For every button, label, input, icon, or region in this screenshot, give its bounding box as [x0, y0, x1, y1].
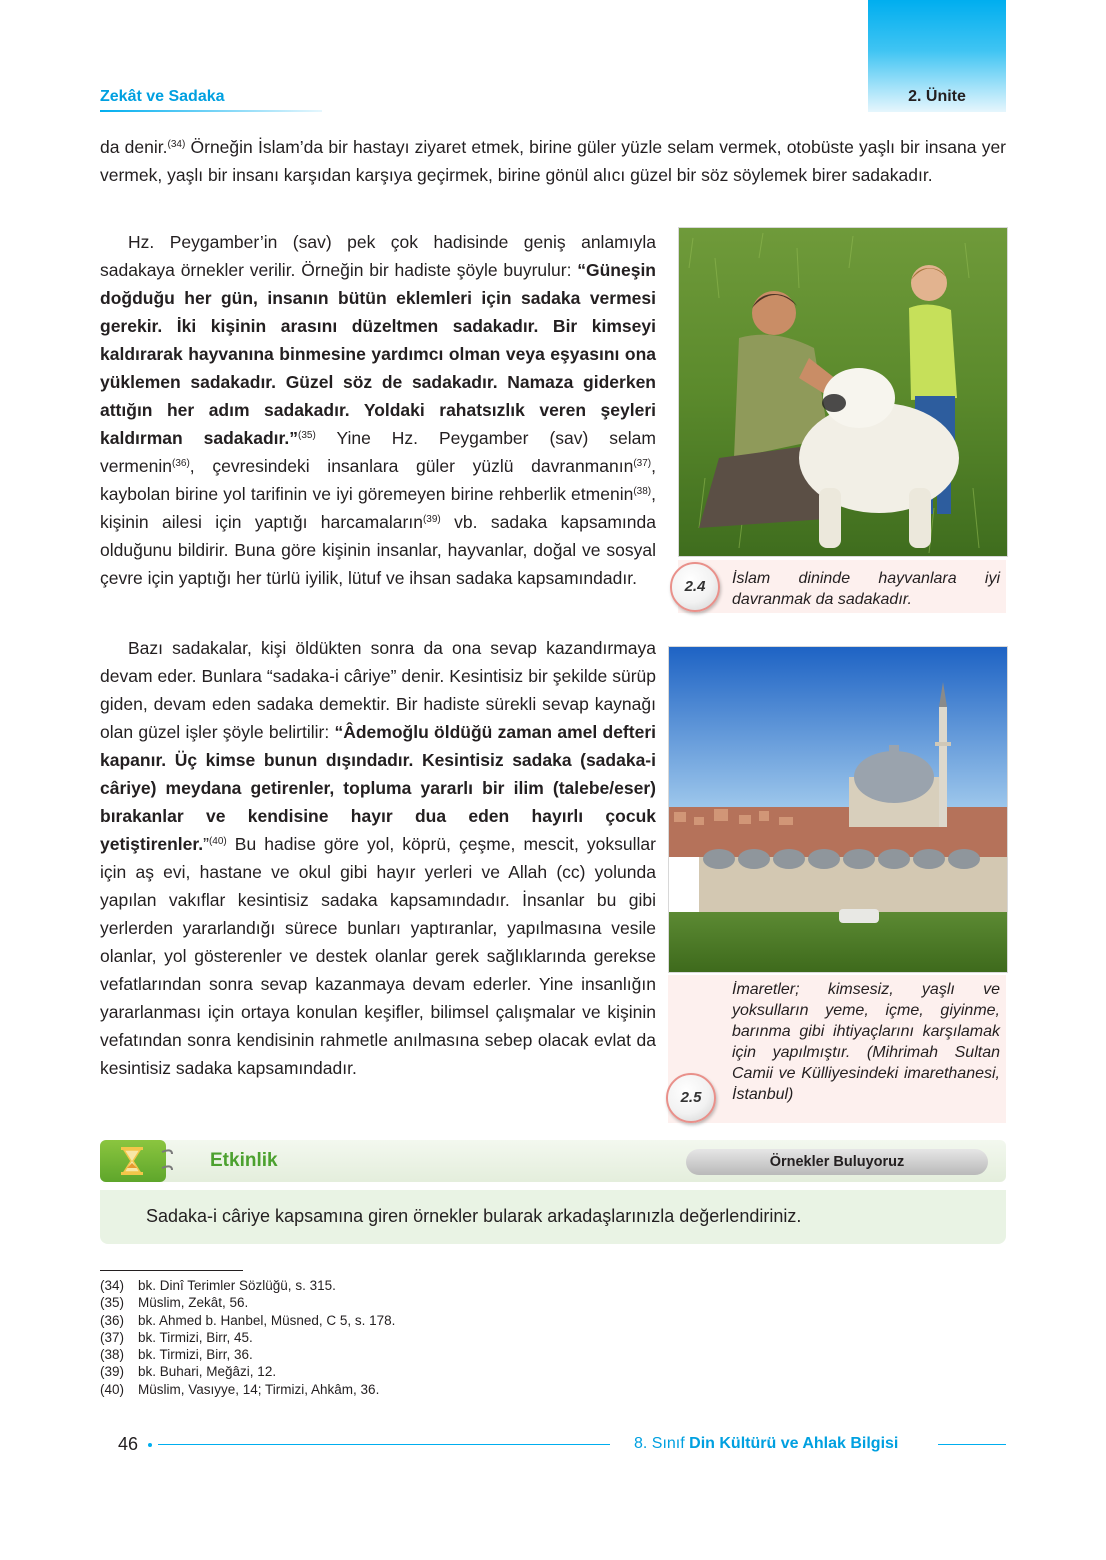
- footnotes: [100, 1277, 395, 1398]
- hadith-quote: “Âdemoğlu öldüğü zaman amel defteri kapanır. Üç kimse bunun dışındadır. Kesintisiz sadaka (sadaka-i câriye) meydana getirenler, topluma yararlı bir ilim (talebe/eser) bırakanlar ve kendisine hayır dua eden hayırlı çocuk yetiştirenler.: [100, 722, 656, 854]
- footnote: (37) bk. Tirmizi, Birr, 45.: [100, 1329, 253, 1345]
- footnote-ref: (35): [298, 430, 316, 441]
- footnote-ref: (40): [208, 836, 227, 847]
- figure-number-badge: 2.5: [666, 1073, 716, 1123]
- footnote-ref: (37): [633, 458, 652, 469]
- paragraph-1: da denir.$^{(34)}$ Örneğin İslam’da bir hastayı ziyaret etmek, birine güler yüzle selam vermek, otobüste yaşlı bir insana yer vermek, yaşlı bir insanı karşıdan karşıya geçirmek, birine gönül alıcı güzel bir söz söylemek birer sadakadır.: [100, 137, 1007, 185]
- photo-mosque-complex: [668, 646, 1008, 973]
- activity-body: [100, 1190, 1006, 1244]
- figure-number-badge: 2.4: [670, 562, 720, 612]
- figure-caption-2-5: [668, 975, 1006, 1123]
- footnote-ref: (34): [167, 139, 186, 150]
- paragraph-2: Hz. Peygamber’in (sav) pek çok hadisinde geniş anlamıyla sadakaya örnekler verilir. Örneğin bir hadiste şöyle buyrulur: “Güneşin doğduğu her gün, insanın bütün eklemleri için sadaka vermesi gerekir. İki kişinin arasını düzeltmen sadakadır. Bir kimseyi kaldırarak hayvanına binmesine yardımcı olman veya eşyasını ona yüklemen sadakadır. Güzel söz de sadakadır. Namaza giderken attığın her adım sadakadır. Yoldaki rahatsızlık veren şeyleri kaldırman sadakadır.”$^{(35)}$ Yine Hz. Peygamber (sav) selam vermenin$^{(36)}$, çevresindeki insanlara güler yüzlü davranmanın$^{(37)}$, kaybolan birine yol tarifinin ve iyi göremeyen birine rehberlik etmenin$^{(38)}$, kişinin ailesi için yaptığı harcamaların$^{(39)}$ vb. sadaka kapsamında olduğunu bildirir. Buna göre kişinin insanlar, hayvanlar, doğal ve sosyal çevre için yaptığı her türlü iyilik, lütuf ve ihsan sadaka kapsamındadır.: [100, 232, 656, 588]
- activity-header: [100, 1140, 1006, 1182]
- footnote: (35) Müslim, Zekât, 56.: [100, 1295, 249, 1311]
- footnote: (39) bk. Buhari, Meğâzi, 12.: [100, 1364, 277, 1380]
- caption-text: İmaretler; kimsesiz, yaşlı ve yoksulların yeme, içme, giyinme, barınma gibi ihtiyaçlarını karşılamak için yapılmıştır. (Mihrimah Sultan Camii ve Külliyesindeki imarethanesi, İstanbul): [732, 981, 1000, 1103]
- page-number: 46: [118, 1434, 139, 1454]
- footnote: (40) Müslim, Vasıyye, 14; Tirmizi, Ahkâm, 36.: [100, 1381, 380, 1397]
- activity-title: Etkinlik: [210, 1150, 278, 1171]
- footnote: (36) bk. Ahmed b. Hanbel, Müsned, C 5, s. 178.: [100, 1312, 396, 1328]
- activity-subtitle: Örnekler Buluyoruz: [686, 1149, 988, 1175]
- footnote: (38) bk. Tirmizi, Birr, 36.: [100, 1347, 253, 1363]
- caption-text: İslam dininde hayvanlara iyi davranmak da sadakadır.: [732, 570, 1000, 608]
- footnote: (34) bk. Dinî Terimler Sözlüğü, s. 315.: [100, 1278, 336, 1293]
- footnote-ref: (36): [171, 458, 190, 469]
- activity-text: Sadaka-i câriye kapsamına giren örnekler bularak arkadaşlarınızla değerlendiriniz.: [146, 1206, 802, 1226]
- binder-rings-icon: [158, 1148, 178, 1174]
- footer-line-left: [158, 1444, 610, 1445]
- figure-caption-2-4: [678, 560, 1006, 613]
- footnote-ref: (38): [633, 486, 652, 497]
- hadith-quote: “Güneşin doğduğu her gün, insanın bütün eklemleri için sadaka vermesi gerekir. İki kişinin arasını düzeltmen sadakadır. Bir kimseyi kaldırarak hayvanına binmesine yardımcı olman veya eşyasını ona yüklemen sadakadır. Güzel söz de sadakadır. Namaza giderken attığın her adım sadakadır. Yoldaki rahatsızlık veren şeyleri kaldırman sadakadır.”: [100, 260, 656, 448]
- footnote-ref: (39): [422, 514, 441, 525]
- section-underline: [100, 110, 322, 112]
- section-title: Zekât ve Sadaka: [100, 88, 225, 105]
- hourglass-icon: [100, 1140, 166, 1182]
- unit-label: 2. Ünite: [908, 88, 966, 105]
- photo-man-boy-dog: [678, 227, 1008, 557]
- paragraph-3: Bazı sadakalar, kişi öldükten sonra da ona sevap kazandırmaya devam eder. Bunlara “sadaka-i câriye” denir. Kesintisiz bir şekilde sürüp giden, devam eden sadaka demektir. Bir hadiste sürekli sevap kaynağı olan güzel işler şöyle belirtilir: “Âdemoğlu öldüğü zaman amel defteri kapanır. Üç kimse bunun dışındadır. Kesintisiz sadaka (sadaka-i câriye) meydana getirenler, topluma yararlı bir ilim (talebe/eser) bırakanlar ve kendisine hayır dua eden hayırlı çocuk yetiştirenler.”$^{(40)}$ Bu hadise göre yol, köprü, çeşme, mescit, yoksullar için aş evi, hastane ve okul gibi hayır yerleri ve Allah (cc) yolunda yapılan vakıflar kesintisiz sadaka kapsamındadır. İnsanlar bu gibi yerlerden yararlandığı sürece bunları yaptıranlar, yapılmasına vesile olanlar, yol gösterenler ve destek olanlar gerek sağlıklarında gerekse vefatlarından sonra sevap kazanmaya devam ederler. Yine insanlığın yararlanması için ortaya konulan keşifler, bilimsel çalışmalar ve kişinin vefatından sonra kendisinin rahmetle anılmasına sebep olacak evlat da kesintisiz sadaka kapsamındadır.: [100, 638, 656, 1078]
- footer-dot: [148, 1443, 152, 1447]
- book-title: 8. Sınıf Din Kültürü ve Ahlak Bilgisi: [634, 1435, 899, 1452]
- footnote-divider: [100, 1270, 243, 1271]
- footer-line-right: [938, 1444, 1006, 1445]
